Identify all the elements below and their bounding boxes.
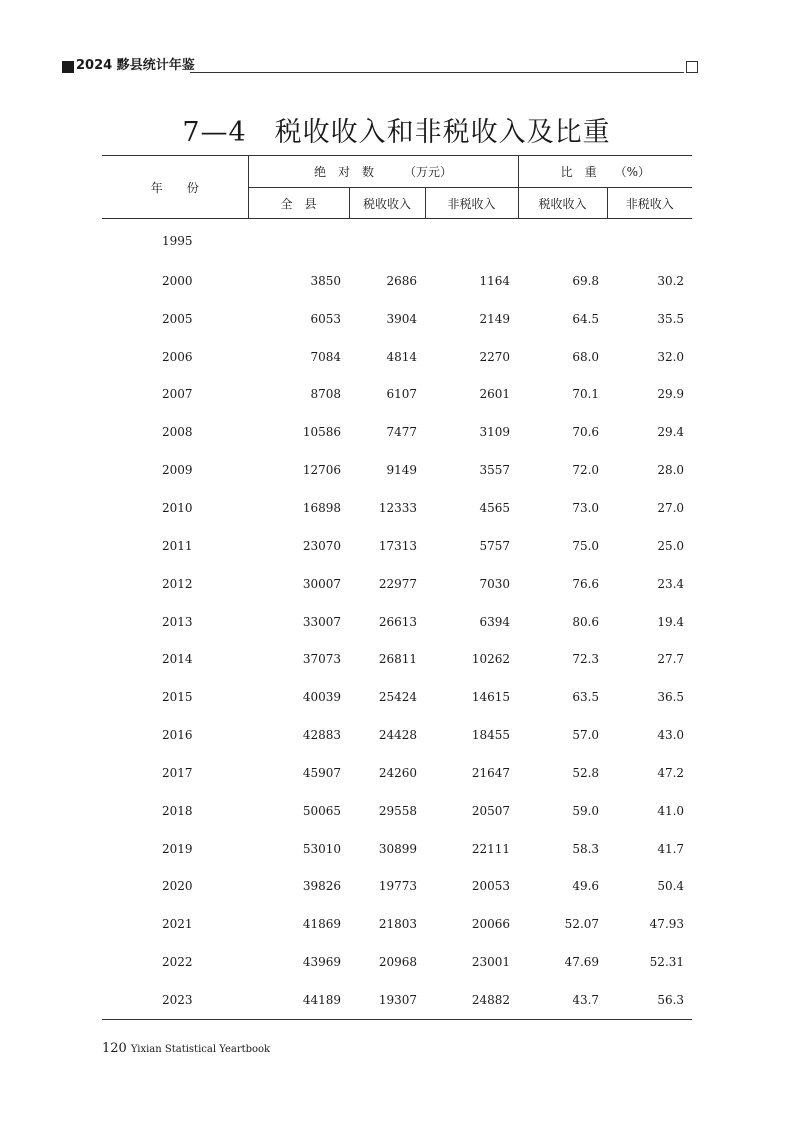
tax-share-cell: 75.0 <box>572 538 600 553</box>
nontax-share-cell: 50.4 <box>657 879 685 894</box>
running-head <box>62 58 698 74</box>
nontax-cell <box>425 219 518 263</box>
nontax-cell: 22111 <box>471 841 511 856</box>
share-header: 比 重 （%） <box>518 156 692 188</box>
tax-cell <box>349 219 425 263</box>
nontax-share-cell <box>607 219 692 263</box>
nontax-share-cell: 32.0 <box>657 349 685 364</box>
tax-share-cell: 64.5 <box>572 311 600 326</box>
nontax-cell: 3557 <box>479 463 511 478</box>
county-total-cell: 8708 <box>310 387 341 402</box>
tax-cell: 20968 <box>378 955 417 970</box>
county-total-cell: 53010 <box>302 841 341 856</box>
tax-cell: 12333 <box>378 500 417 515</box>
nontax-cell: 2149 <box>479 311 511 326</box>
nontax-cell: 1164 <box>479 273 511 288</box>
nontax-cell: 18455 <box>471 728 511 743</box>
nontax-cell: 4565 <box>479 500 511 515</box>
county-total-cell: 44189 <box>302 992 341 1007</box>
table-row <box>102 219 692 263</box>
statistics-table <box>102 155 692 1020</box>
year-cell: 2022 <box>162 955 193 970</box>
county-total-cell: 16898 <box>302 500 341 515</box>
table-row <box>102 565 692 603</box>
nontax-cell: 3109 <box>479 425 511 440</box>
county-total-cell: 43969 <box>302 955 341 970</box>
nontax-cell: 6394 <box>479 614 511 629</box>
county-total-cell: 3850 <box>310 273 341 288</box>
nontax-cell: 24882 <box>471 992 511 1007</box>
nontax-cell: 10262 <box>471 652 511 667</box>
year-cell: 1995 <box>162 233 193 248</box>
county-total-cell: 30007 <box>302 576 341 591</box>
nontax-share-cell: 56.3 <box>657 992 685 1007</box>
year-cell: 2009 <box>162 463 193 478</box>
nontax-share-cell: 52.31 <box>649 955 685 970</box>
year-cell: 2000 <box>162 273 193 288</box>
table-row <box>102 868 692 906</box>
tax-cell: 9149 <box>386 463 417 478</box>
year-cell: 2020 <box>162 879 193 894</box>
county-total-cell: 39826 <box>302 879 341 894</box>
nontax-cell: 23001 <box>471 955 511 970</box>
nontax-cell: 21647 <box>471 765 511 780</box>
tax-cell: 26613 <box>378 614 417 629</box>
tax-share-cell: 47.69 <box>564 955 600 970</box>
table-row <box>102 489 692 527</box>
table-row <box>102 603 692 641</box>
tax-share-cell: 69.8 <box>572 273 600 288</box>
county-total-cell: 12706 <box>302 463 341 478</box>
year-cell: 2017 <box>162 765 193 780</box>
nontax-cell: 20053 <box>471 879 511 894</box>
table-row <box>102 338 692 376</box>
nontax-cell: 14615 <box>471 690 511 705</box>
year-cell: 2014 <box>162 652 193 667</box>
table-body <box>102 219 692 1020</box>
col-header-tax: 税收收入 <box>349 188 425 219</box>
tax-share-cell: 68.0 <box>572 349 600 364</box>
year-cell: 2012 <box>162 576 193 591</box>
tax-share-cell <box>518 219 607 263</box>
year-cell: 2018 <box>162 803 193 818</box>
table-row <box>102 413 692 451</box>
year-cell: 2007 <box>162 387 193 402</box>
nontax-share-cell: 41.0 <box>657 803 685 818</box>
nontax-share-cell: 47.2 <box>657 765 685 780</box>
tax-cell: 29558 <box>378 803 417 818</box>
nontax-cell: 2601 <box>479 387 511 402</box>
tax-cell: 24260 <box>378 765 417 780</box>
table-row <box>102 754 692 792</box>
nontax-share-cell: 28.0 <box>657 463 685 478</box>
tax-cell: 22977 <box>378 576 417 591</box>
nontax-share-cell: 36.5 <box>657 690 685 705</box>
tax-cell: 24428 <box>378 728 417 743</box>
nontax-share-cell: 43.0 <box>657 728 685 743</box>
tax-share-cell: 80.6 <box>572 614 600 629</box>
tax-cell: 21803 <box>378 917 417 932</box>
tax-cell: 19773 <box>378 879 417 894</box>
tax-share-cell: 76.6 <box>572 576 600 591</box>
nontax-share-cell: 19.4 <box>657 614 685 629</box>
tax-share-cell: 58.3 <box>572 841 600 856</box>
county-total-cell: 42883 <box>302 728 341 743</box>
county-total-cell: 23070 <box>302 538 341 553</box>
corner-box-icon <box>686 61 698 73</box>
year-cell: 2023 <box>162 992 193 1007</box>
table-row <box>102 451 692 489</box>
col-header-nontax-share: 非税收入 <box>607 188 692 219</box>
tax-share-cell: 43.7 <box>572 992 600 1007</box>
table-row <box>102 716 692 754</box>
tax-share-cell: 72.3 <box>572 652 600 667</box>
year-cell: 2006 <box>162 349 193 364</box>
square-bullet-icon <box>62 61 74 73</box>
nontax-cell: 2270 <box>479 349 511 364</box>
county-total-cell: 50065 <box>302 803 341 818</box>
year-cell: 2021 <box>162 917 193 932</box>
absolute-header: 绝 对 数 （万元） <box>248 156 518 188</box>
table-row <box>102 981 692 1019</box>
table-row <box>102 943 692 981</box>
table-title: 7—4 税收收入和非税收入及比重 <box>182 117 611 148</box>
year-header: 年 份 <box>150 180 199 195</box>
tax-cell: 2686 <box>386 273 417 288</box>
nontax-cell: 20066 <box>471 917 511 932</box>
col-header-county: 全 县 <box>248 188 349 219</box>
book-name: Yixian Statistical Yeartbook <box>130 1044 271 1055</box>
tax-cell: 19307 <box>378 992 417 1007</box>
nontax-share-cell: 27.0 <box>657 500 685 515</box>
table-row <box>102 792 692 830</box>
nontax-share-cell: 41.7 <box>657 841 685 856</box>
tax-share-cell: 70.1 <box>572 387 600 402</box>
table-row <box>102 527 692 565</box>
year-cell: 2010 <box>162 500 193 515</box>
nontax-share-cell: 23.4 <box>657 576 685 591</box>
nontax-share-cell: 27.7 <box>657 652 685 667</box>
tax-share-cell: 49.6 <box>572 879 600 894</box>
county-total-cell: 7084 <box>310 349 341 364</box>
tax-share-cell: 70.6 <box>572 425 600 440</box>
tax-share-cell: 57.0 <box>572 728 600 743</box>
nontax-share-cell: 30.2 <box>657 273 685 288</box>
table-row <box>102 830 692 868</box>
table-row <box>102 262 692 300</box>
year-cell: 2013 <box>162 614 193 629</box>
table-row <box>102 300 692 338</box>
county-total-cell: 41869 <box>302 917 341 932</box>
tax-cell: 7477 <box>386 425 417 440</box>
page-footer <box>102 1041 270 1056</box>
tax-share-cell: 73.0 <box>572 500 600 515</box>
county-total-cell: 6053 <box>310 311 341 326</box>
nontax-share-cell: 25.0 <box>657 538 685 553</box>
county-total-cell: 37073 <box>302 652 341 667</box>
tax-cell: 4814 <box>386 349 417 364</box>
year-cell: 2016 <box>162 728 193 743</box>
page-number: 120 <box>102 1041 127 1056</box>
county-total-cell <box>248 219 349 263</box>
table-row <box>102 678 692 716</box>
table-row <box>102 905 692 943</box>
tax-cell: 6107 <box>386 387 417 402</box>
nontax-share-cell: 47.93 <box>649 917 685 932</box>
tax-share-cell: 59.0 <box>572 803 600 818</box>
county-total-cell: 40039 <box>302 690 341 705</box>
col-header-tax-share: 税收收入 <box>518 188 607 219</box>
nontax-cell: 20507 <box>471 803 511 818</box>
tax-share-cell: 52.07 <box>564 917 600 932</box>
tax-cell: 17313 <box>378 538 417 553</box>
tax-share-cell: 72.0 <box>572 463 600 478</box>
tax-cell: 26811 <box>378 652 417 667</box>
tax-cell: 25424 <box>378 690 417 705</box>
tax-cell: 30899 <box>378 841 417 856</box>
tax-share-cell: 52.8 <box>572 765 600 780</box>
nontax-cell: 5757 <box>479 538 511 553</box>
table-header <box>102 156 692 219</box>
col-header-nontax: 非税收入 <box>425 188 518 219</box>
nontax-share-cell: 29.4 <box>657 425 685 440</box>
running-head-rule <box>190 72 684 73</box>
county-total-cell: 10586 <box>302 425 341 440</box>
county-total-cell: 33007 <box>302 614 341 629</box>
nontax-share-cell: 29.9 <box>657 387 685 402</box>
year-cell: 2008 <box>162 425 193 440</box>
year-cell: 2011 <box>162 538 193 553</box>
year-cell: 2015 <box>162 690 193 705</box>
running-head-text: 2024 黟县统计年鉴 <box>76 58 195 73</box>
nontax-cell: 7030 <box>479 576 511 591</box>
county-total-cell: 45907 <box>302 765 341 780</box>
nontax-share-cell: 35.5 <box>657 311 685 326</box>
tax-share-cell: 63.5 <box>572 690 600 705</box>
table-row <box>102 376 692 414</box>
year-cell: 2005 <box>162 311 193 326</box>
year-cell: 2019 <box>162 841 193 856</box>
table-row <box>102 640 692 678</box>
tax-cell: 3904 <box>386 311 417 326</box>
